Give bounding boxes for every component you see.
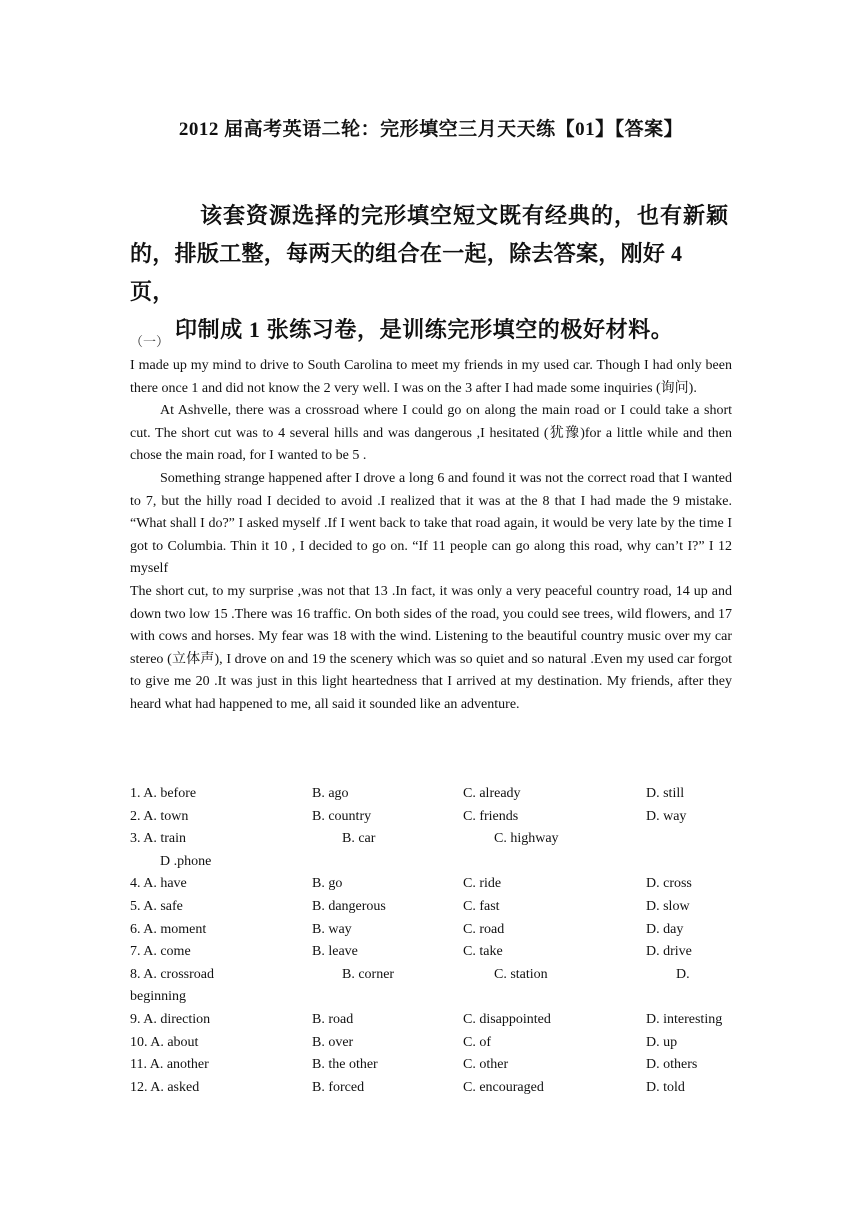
option-c: C. disappointed — [463, 1011, 551, 1027]
option-a: 4. A. have — [130, 876, 187, 892]
option-c: C. other — [463, 1057, 509, 1073]
option-a: 5. A. safe — [130, 898, 183, 914]
option-c: C. station — [494, 966, 548, 982]
option-b: B. ago — [312, 786, 349, 801]
question-row — [130, 1032, 740, 1055]
intro-line: 印制成 1 张练习卷，是训练完形填空的极好材料。 — [175, 317, 674, 342]
passage-paragraph: The short cut, to my surprise ,was not that 13 .In fact, it was only a very peaceful country road, 14 up and down two low 15 .There was 16 traffic. On both sides of the road, you could see trees, wild flowers, and 17 with cows and horses. My fear was 18 with the wind. Listening to the beautiful country music over my car stereo (立体声), I drove on and 19 the scenery which was so quiet and so natural .Even my used car forgot to give me 20 .It was just in this light heartedness that I arrived at my destination. My friends, after they heard what had happened to me, all said it sounded like an adventure. — [130, 583, 732, 712]
option-c: C. encouraged — [463, 1079, 544, 1095]
option-d: D. cross — [646, 876, 692, 892]
question-row — [130, 919, 740, 942]
option-c: C. highway — [494, 831, 559, 847]
intro-line: 该套资源选择的完形填空短文既有经典的，也有新颖 — [200, 203, 730, 228]
option-a: 9. A. direction — [130, 1011, 211, 1027]
question-row — [130, 806, 740, 829]
option-d: D. interesting — [646, 1011, 723, 1027]
question-row — [130, 828, 740, 851]
option-c: C. already — [463, 786, 521, 801]
question-row — [130, 941, 740, 964]
option-a: 7. A. come — [130, 944, 191, 960]
cloze-passage — [130, 355, 732, 717]
question-row — [130, 1054, 740, 1077]
option-d: D. — [676, 966, 690, 982]
question-row — [130, 1077, 740, 1100]
question-row — [130, 873, 740, 896]
option-b: B. corner — [342, 966, 395, 982]
question-options — [130, 783, 740, 1099]
option-b: B. car — [342, 831, 376, 847]
document-title: 2012 届高考英语二轮：完形填空三月天天练【01】【答案】 — [178, 119, 684, 140]
passage-paragraph: I made up my mind to drive to South Carolina to meet my friends in my used car. Though I had only been there once 1 and did not know the 2 very well. I was on the 3 after I had made some inquiries (询问). — [130, 358, 732, 396]
option-c: C. fast — [463, 898, 500, 914]
passage-paragraph: At Ashvelle, there was a crossroad where I could go on along the main road or I could take a short cut. The short cut was to 4 several hills and was dangerous ,I hesitated (犹豫)for a little while and then chose the main road, for I wanted to be 5 . — [130, 403, 732, 464]
option-a: 3. A. train — [130, 831, 186, 847]
option-a: 11. A. another — [130, 1057, 209, 1073]
option-d: D. told — [646, 1079, 685, 1095]
question-row — [130, 896, 740, 919]
question-row — [130, 783, 740, 806]
question-row-wrap — [130, 851, 740, 874]
option-c: C. road — [463, 921, 505, 937]
option-b: B. road — [312, 1011, 354, 1027]
option-a: 6. A. moment — [130, 921, 207, 937]
option-a: 8. A. crossroad — [130, 966, 214, 982]
option-d: D. drive — [646, 944, 692, 960]
option-a: 10. A. about — [130, 1034, 199, 1050]
option-b: B. over — [312, 1034, 354, 1050]
section-label: （一） — [130, 334, 170, 349]
option-a: 2. A. town — [130, 808, 189, 824]
option-d-continued: beginning — [130, 989, 186, 1005]
option-d: D. up — [646, 1034, 678, 1050]
option-a: 12. A. asked — [130, 1079, 200, 1095]
option-b: B. way — [312, 921, 352, 937]
option-b: B. go — [312, 876, 343, 892]
option-b: B. leave — [312, 944, 358, 960]
option-b: B. country — [312, 808, 372, 824]
option-a: 1. A. before — [130, 786, 197, 801]
option-d: D. still — [646, 786, 685, 801]
option-c: C. friends — [463, 808, 519, 824]
question-row — [130, 1009, 740, 1032]
option-d: D .phone — [160, 853, 212, 869]
option-b: B. dangerous — [312, 898, 386, 914]
intro-line: 的，排版工整，每两天的组合在一起，除去答案，刚好 4 页， — [130, 241, 683, 304]
option-c: C. ride — [463, 876, 502, 892]
passage-paragraph: Something strange happened after I drove a long 6 and found it was not the correct road that I wanted to 7, but the hilly road I decided to avoid .I realized that it was at the 8 that I had made the 9 mistake. “What shall I do?” I asked myself .If I went back to take that road again, it would be very late by the time I got to Columbia. Thin it 10 , I decided to go on. “If 11 people can go along this road, why can’t I?” I 12 myself — [130, 470, 732, 577]
question-row-wrap — [130, 986, 740, 1009]
question-row — [130, 964, 740, 987]
option-c: C. take — [463, 944, 503, 960]
option-d: D. others — [646, 1057, 698, 1073]
option-d: D. way — [646, 808, 687, 824]
option-c: C. of — [463, 1034, 491, 1050]
option-d: D. slow — [646, 898, 690, 914]
option-d: D. day — [646, 921, 684, 937]
option-b: B. forced — [312, 1079, 365, 1095]
option-b: B. the other — [312, 1057, 378, 1073]
intro-paragraph — [130, 197, 732, 349]
